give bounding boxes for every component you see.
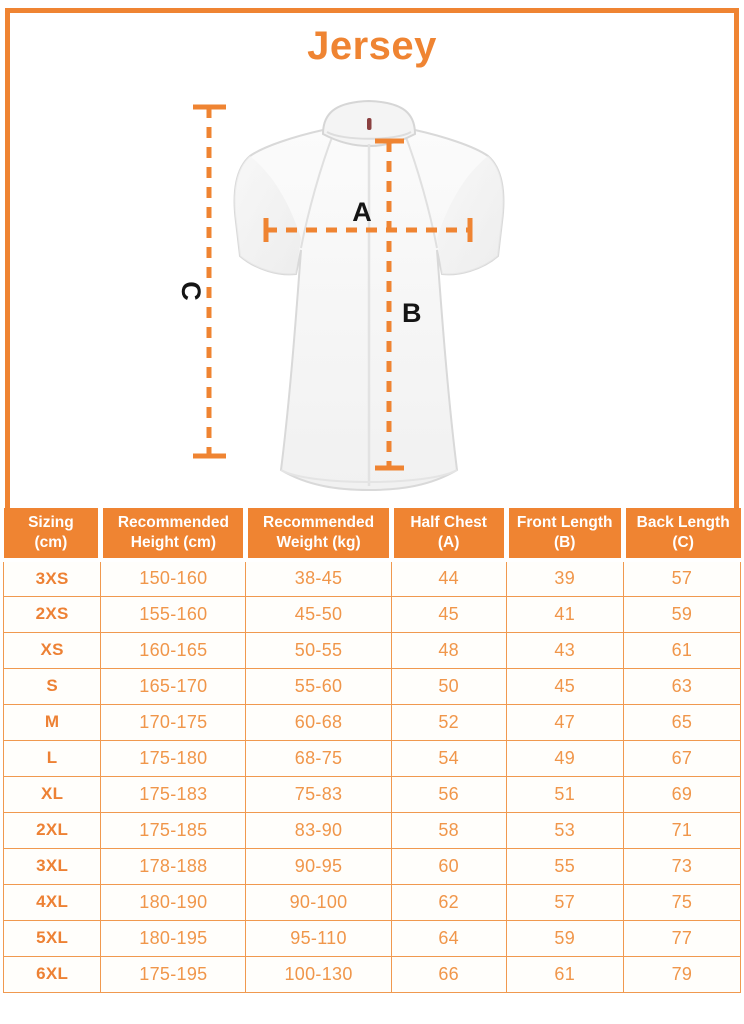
jersey-diagram-svg: [138, 88, 608, 508]
table-row: [4, 560, 741, 596]
value-cell: 165-170: [101, 668, 246, 704]
col-header-sizing: [4, 508, 101, 560]
label-front-length: B: [402, 298, 422, 328]
value-cell: 62: [391, 884, 506, 920]
value-cell: 175-185: [101, 812, 246, 848]
zipper-pull: [367, 118, 372, 130]
value-cell: 44: [391, 560, 506, 596]
value-cell: 54: [391, 740, 506, 776]
table-row: [4, 776, 741, 812]
table-row: [4, 812, 741, 848]
col-header-front-length: [506, 508, 623, 560]
col-header-back-length: [623, 508, 740, 560]
value-cell: 57: [623, 560, 740, 596]
value-cell: 65: [623, 704, 740, 740]
size-cell: M: [4, 704, 101, 740]
value-cell: 43: [506, 632, 623, 668]
jersey-illustration: [235, 101, 504, 490]
value-cell: 59: [623, 596, 740, 632]
value-cell: 60-68: [246, 704, 391, 740]
header-line: Recommended: [117, 513, 229, 531]
size-table-body: [4, 560, 741, 992]
size-cell: L: [4, 740, 101, 776]
size-cell: 4XL: [4, 884, 101, 920]
value-cell: 71: [623, 812, 740, 848]
value-cell: 67: [623, 740, 740, 776]
value-cell: 38-45: [246, 560, 391, 596]
table-row: [4, 668, 741, 704]
value-cell: 39: [506, 560, 623, 596]
value-cell: 41: [506, 596, 623, 632]
header-line: Front Length: [516, 513, 613, 531]
value-cell: 83-90: [246, 812, 391, 848]
table-row: [4, 920, 741, 956]
table-row: [4, 884, 741, 920]
header-line: (C): [672, 534, 694, 551]
table-row: [4, 956, 741, 992]
value-cell: 50: [391, 668, 506, 704]
value-cell: 73: [623, 848, 740, 884]
header-line: (A): [437, 534, 460, 551]
value-cell: 63: [623, 668, 740, 704]
table-row: [4, 740, 741, 776]
value-cell: 64: [391, 920, 506, 956]
value-cell: 45: [391, 596, 506, 632]
size-cell: 2XS: [4, 596, 101, 632]
size-chart-table: [3, 508, 741, 993]
value-cell: 175-195: [101, 956, 246, 992]
size-chart-header: [4, 508, 741, 560]
value-cell: 52: [391, 704, 506, 740]
size-cell: 6XL: [4, 956, 101, 992]
value-cell: 56: [391, 776, 506, 812]
value-cell: 175-180: [101, 740, 246, 776]
value-cell: 95-110: [246, 920, 391, 956]
value-cell: 55-60: [246, 668, 391, 704]
col-header-recommended-height: [101, 508, 246, 560]
jersey-measurement-diagram: [138, 88, 608, 508]
value-cell: 180-195: [101, 920, 246, 956]
size-cell: 5XL: [4, 920, 101, 956]
size-cell: 2XL: [4, 812, 101, 848]
table-row: [4, 596, 741, 632]
value-cell: 155-160: [101, 596, 246, 632]
value-cell: 61: [623, 632, 740, 668]
page-title: Jersey: [307, 24, 437, 68]
table-row: [4, 704, 741, 740]
value-cell: 79: [623, 956, 740, 992]
size-cell: XL: [4, 776, 101, 812]
value-cell: 77: [623, 920, 740, 956]
size-cell: 3XS: [4, 560, 101, 596]
value-cell: 175-183: [101, 776, 246, 812]
size-cell: S: [4, 668, 101, 704]
value-cell: 69: [623, 776, 740, 812]
value-cell: 47: [506, 704, 623, 740]
value-cell: 170-175: [101, 704, 246, 740]
value-cell: 60: [391, 848, 506, 884]
header-line: (B): [553, 534, 576, 551]
header-line: Height (cm): [130, 534, 216, 551]
value-cell: 48: [391, 632, 506, 668]
value-cell: 50-55: [246, 632, 391, 668]
header-line: Recommended: [263, 513, 375, 531]
value-cell: 51: [506, 776, 623, 812]
value-cell: 61: [506, 956, 623, 992]
value-cell: 66: [391, 956, 506, 992]
value-cell: 45: [506, 668, 623, 704]
value-cell: 75-83: [246, 776, 391, 812]
value-cell: 68-75: [246, 740, 391, 776]
value-cell: 57: [506, 884, 623, 920]
table-row: [4, 632, 741, 668]
value-cell: 160-165: [101, 632, 246, 668]
value-cell: 59: [506, 920, 623, 956]
header-line: Sizing: [28, 513, 74, 531]
table-row: [4, 848, 741, 884]
size-cell: XS: [4, 632, 101, 668]
header-line: Back Length: [636, 513, 730, 531]
label-half-chest: A: [352, 197, 372, 227]
header-line: (cm): [34, 534, 68, 551]
col-header-recommended-weight: [246, 508, 391, 560]
value-cell: 58: [391, 812, 506, 848]
value-cell: 90-100: [246, 884, 391, 920]
label-back-length: C: [176, 281, 206, 301]
value-cell: 90-95: [246, 848, 391, 884]
header-line: Half Chest: [410, 513, 487, 531]
value-cell: 75: [623, 884, 740, 920]
header-line: Weight (kg): [276, 534, 361, 551]
value-cell: 53: [506, 812, 623, 848]
size-cell: 3XL: [4, 848, 101, 884]
value-cell: 178-188: [101, 848, 246, 884]
value-cell: 45-50: [246, 596, 391, 632]
col-header-half-chest: [391, 508, 506, 560]
value-cell: 150-160: [101, 560, 246, 596]
value-cell: 180-190: [101, 884, 246, 920]
value-cell: 49: [506, 740, 623, 776]
value-cell: 55: [506, 848, 623, 884]
value-cell: 100-130: [246, 956, 391, 992]
